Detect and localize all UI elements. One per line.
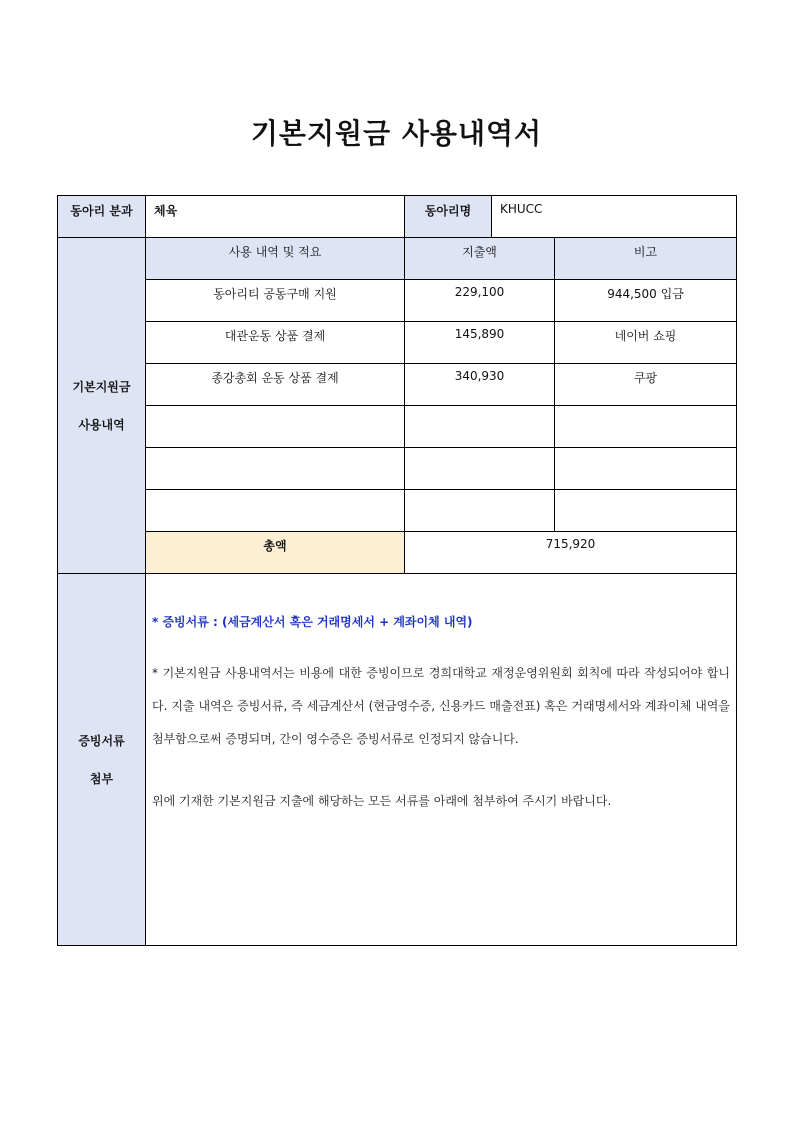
- header-remarks: 비고: [555, 238, 737, 280]
- evidence-attach-request: 위에 기재한 기본지원금 지출에 해당하는 모든 서류를 아래에 첨부하여 주시기 바랍니다.: [152, 794, 612, 808]
- row-description[interactable]: [146, 490, 405, 532]
- evidence-row: [58, 574, 737, 946]
- table-row: [58, 448, 737, 490]
- total-row: [58, 532, 737, 574]
- usage-label-line1: 기본지원금: [72, 379, 131, 394]
- club-info-row: [58, 196, 737, 238]
- row-description[interactable]: 종강총회 운동 상품 결제: [146, 364, 405, 406]
- club-name-value[interactable]: KHUCC: [492, 196, 737, 238]
- usage-section-label: [58, 238, 146, 574]
- row-remarks[interactable]: [555, 448, 737, 490]
- row-amount[interactable]: [405, 448, 555, 490]
- header-description: 사용 내역 및 적요: [146, 238, 405, 280]
- total-value[interactable]: 715,920: [405, 532, 737, 574]
- row-amount[interactable]: 145,890: [405, 322, 555, 364]
- evidence-notes: [146, 574, 737, 946]
- table-row: [58, 364, 737, 406]
- row-amount[interactable]: 229,100: [405, 280, 555, 322]
- club-name-label: 동아리명: [405, 196, 492, 238]
- row-remarks[interactable]: [555, 490, 737, 532]
- evidence-label-line2: 첨부: [89, 771, 114, 786]
- row-amount[interactable]: [405, 490, 555, 532]
- usage-form-table: [57, 195, 737, 946]
- row-description[interactable]: 동아리티 공동구매 지원: [146, 280, 405, 322]
- row-description[interactable]: 대관운동 상품 결제: [146, 322, 405, 364]
- row-remarks[interactable]: 네이버 쇼핑: [555, 322, 737, 364]
- evidence-policy-note: * 기본지원금 사용내역서는 비용에 대한 증빙이므로 경희대학교 재정운영위원회 회칙에 따라 작성되어야 합니다. 지출 내역은 증빙서류, 즉 세금계산서 (현금영수증, 신용카드 매출전표) 혹은 거래명세서와 계좌이체 내역을 첨부함으로써 증명되며, 간이 영수증은 증빙서류로 인정되지 않습니다.: [152, 666, 730, 746]
- club-category-label: 동아리 분과: [58, 196, 146, 238]
- evidence-requirement-note: * 증빙서류 : (세금계산서 혹은 거래명세서 + 계좌이체 내역): [152, 615, 473, 629]
- table-row: [58, 406, 737, 448]
- row-remarks[interactable]: 쿠팡: [555, 364, 737, 406]
- row-amount[interactable]: 340,930: [405, 364, 555, 406]
- table-row: [58, 490, 737, 532]
- table-row: [58, 280, 737, 322]
- club-category-value[interactable]: 체육: [146, 196, 405, 238]
- row-amount[interactable]: [405, 406, 555, 448]
- header-amount: 지출액: [405, 238, 555, 280]
- table-row: [58, 322, 737, 364]
- evidence-section-label: [58, 574, 146, 946]
- row-description[interactable]: [146, 406, 405, 448]
- usage-label-line2: 사용내역: [78, 417, 125, 432]
- usage-header-row: [58, 238, 737, 280]
- row-remarks[interactable]: [555, 406, 737, 448]
- row-remarks[interactable]: 944,500 입금: [555, 280, 737, 322]
- evidence-label-line1: 증빙서류: [78, 733, 125, 748]
- page-title: 기본지원금 사용내역서: [250, 117, 543, 150]
- row-description[interactable]: [146, 448, 405, 490]
- total-label: 총액: [146, 532, 405, 574]
